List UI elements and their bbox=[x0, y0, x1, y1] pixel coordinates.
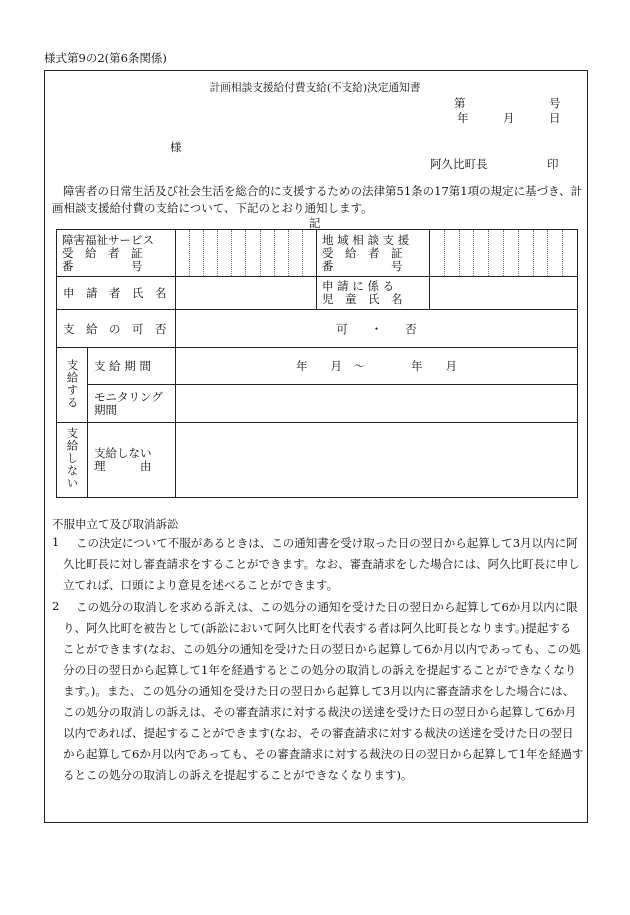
monitoring-label: モニタリング 期間 bbox=[94, 389, 163, 417]
seal-mark: 印 bbox=[547, 157, 559, 171]
intro-line-1: 障害者の日常生活及び社会生活を総合的に支援するための法律第51条の17第1項の規定に基づき、計 bbox=[63, 184, 583, 198]
appeal-item-1-line: 久比町長に対し審査請求をすることができます。なお、審査請求をした場合には、阿久比町長に申し bbox=[63, 557, 580, 571]
deny-reason-label: 支給しない 理 由 bbox=[94, 446, 152, 473]
row-certificate-numbers bbox=[57, 230, 578, 277]
row-approval bbox=[57, 310, 578, 348]
date-month: 月 bbox=[503, 111, 515, 125]
deny-reason-field[interactable] bbox=[176, 423, 578, 498]
regional-number-label: 地 域 相 談 支 援 受 給 者 証 番 号 bbox=[322, 232, 410, 273]
row-applicant bbox=[57, 277, 578, 310]
recipient-number-label: 障害福祉サービス 受 給 者 証 番 号 bbox=[62, 232, 154, 273]
grant-group-label: 支給する bbox=[65, 358, 80, 409]
period-value[interactable]: 年 月 〜 年 月 bbox=[296, 359, 457, 373]
appeal-item-2-line: り、阿久比町を被告として(訴訟において阿久比町を代表する者は阿久比町長となります。)提起する bbox=[63, 621, 572, 635]
deny-group-label: 支給しない bbox=[65, 427, 80, 490]
appeal-item-2-line: ます。)。また、この処分の通知を受けた日の翌日から起算して3月以内に審査請求をした場合には、 bbox=[63, 684, 575, 698]
applicant-name-field[interactable] bbox=[176, 277, 317, 310]
row-deny bbox=[57, 423, 578, 498]
appeal-item-2-line: るとこの処分の取消しの訴えを提起することができなくなります)。 bbox=[63, 768, 413, 782]
approval-value[interactable]: 可 ・ 否 bbox=[336, 321, 417, 336]
appeal-item-2-line: から起算して6か月以内であっても、その審査請求に対する裁決の日の翌日から起算して1年を経過す bbox=[63, 747, 584, 761]
number-prefix: 第 bbox=[454, 96, 466, 110]
applicant-name-label: 申 請 者 氏 名 bbox=[63, 286, 167, 300]
appeal-item-1-line: 立てれば、口頭により意見を述べることができます。 bbox=[63, 578, 339, 592]
row-period bbox=[57, 348, 578, 385]
appeal-item-1-line: この決定について不服があるときは、この通知書を受け取った日の翌日から起算して3月以内に阿 bbox=[76, 536, 578, 550]
period-label: 支 給 期 間 bbox=[94, 359, 151, 373]
date-day: 日 bbox=[549, 111, 561, 125]
date-year: 年 bbox=[457, 111, 469, 125]
row-monitoring bbox=[57, 385, 578, 423]
appeal-item-2-line: 分の日の翌日から起算して1年を経過するとこの処分の取消しの訴えを提起することができなくなり bbox=[63, 663, 577, 677]
ki-mark: 記 bbox=[309, 216, 321, 230]
document-title: 計画相談支援給付費支給(不支給)決定通知書 bbox=[209, 81, 421, 94]
appeal-item-2-number: 2 bbox=[52, 599, 60, 613]
decision-table bbox=[56, 229, 578, 498]
appeal-item-2-line: この処分の取消しを求める訴えは、この処分の通知を受けた日の翌日から起算して6か月以内に限 bbox=[76, 600, 578, 614]
addressee-suffix: 様 bbox=[170, 140, 182, 154]
appeal-item-1-number: 1 bbox=[52, 535, 60, 549]
child-name-label: 申 請 に 係 る 児 童 氏 名 bbox=[322, 279, 403, 306]
form-id: 様式第9の2(第6条関係) bbox=[44, 51, 167, 65]
appeal-item-2-line: ことができます(なお、この処分の通知を受けた日の翌日から起算して6か月以内であっても、この処 bbox=[63, 642, 581, 656]
appeal-item-2-line: 以内であれば、提起することができます(なお、その審査請求に対する裁決の送達を受けた日の翌日 bbox=[63, 726, 574, 740]
appeal-heading: 不服申立て及び取消訴訟 bbox=[52, 517, 179, 531]
child-name-field[interactable] bbox=[430, 277, 578, 310]
regional-number-field[interactable] bbox=[430, 230, 578, 277]
monitoring-field[interactable] bbox=[176, 385, 578, 423]
appeal-item-2-line: この処分の取消しの訴えは、その審査請求に対する裁決の送達を受けた日の翌日から起算して6か月 bbox=[63, 705, 577, 719]
approval-label: 支 給 の 可 否 bbox=[63, 321, 167, 336]
intro-line-2: 画相談支援給付費の支給について、下記のとおり通知します。 bbox=[52, 201, 373, 215]
issuer: 阿久比町長 bbox=[430, 157, 488, 171]
recipient-number-field[interactable] bbox=[176, 230, 317, 277]
number-suffix: 号 bbox=[549, 96, 561, 110]
